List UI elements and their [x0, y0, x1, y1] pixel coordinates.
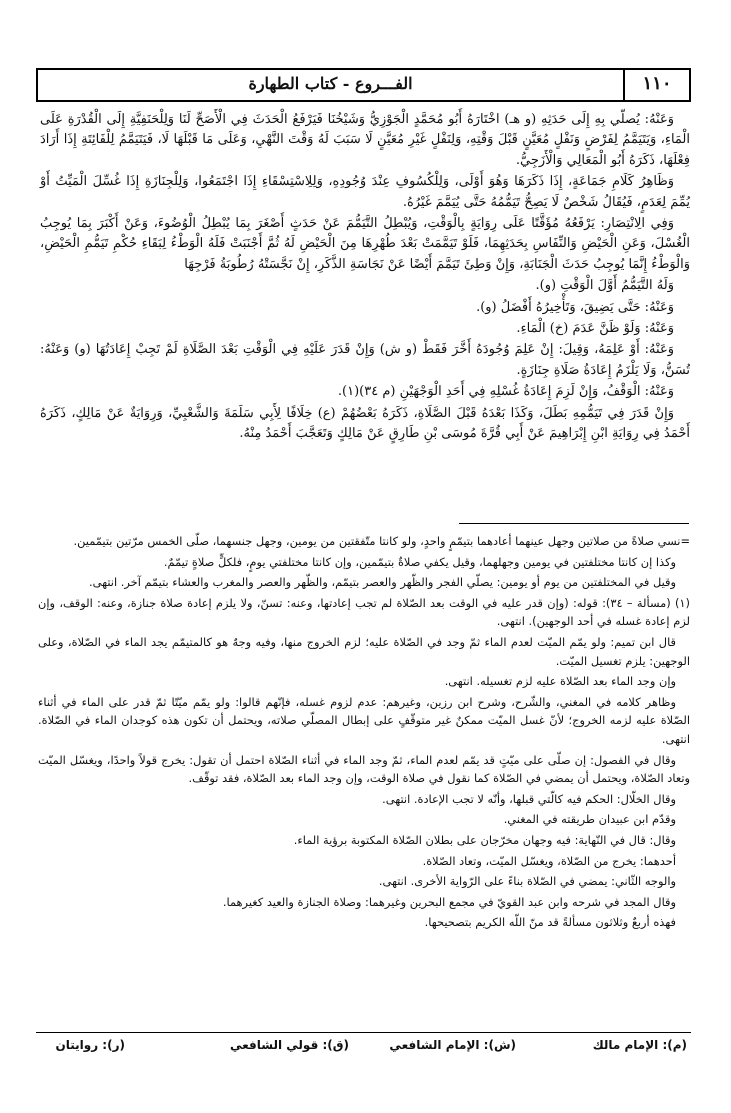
- page-header: [36, 68, 691, 102]
- main-paragraph: وَظَاهِرُ كَلَامِ جَمَاعَةٍ، إِذَا ذَكَرَهَا وَهُوَ أَوْلَى، وَلِلْكُسُوفِ عِنْدَ وُجُودِهِ، وَلِلِاسْتِسْقَاءِ إِذَا اجْتَمَعُوا، وَلِلْجِنَازَةِ إِذَا غُسِّلَ الْمَيِّتُ أَوْ يُمِّمَ لِعَدَمٍ، فَيُقَالُ شَخْصٌ لَا يَصِحُّ تَيَمُّمُهُ حَتَّى يُيَمَّمَ غَيْرُهُ.: [40, 174, 690, 210]
- footnote-paragraph: وقال: قال في النّهاية: فيه وجهان مخرّجان على بطلان الصّلاة المكتوبة برؤية الماء.: [293, 832, 676, 847]
- footnotes: [38, 532, 690, 934]
- footnote-paragraph: (١) (مسألة – ٣٤): قوله: (وإن قدر عليه في الوقت بعد الصّلاة لم تجب إعادتها، وعنه: تسنّ، ولا يلزم إعادة صلاة جنازة، وعنه: الوقف، وإن لزم إعادة غسله في أحد الوجهين). انتهى.: [38, 595, 690, 629]
- main-paragraph: وَعَنْهُ: أَوْ عَلِمَهُ، وَقِيلَ: إِنْ عَلِمَ وُجُودَهُ أَخَّرَ فَقَطْ (و ش) وَإِنْ قَدَرَ عَلَيْهِ فِي الْوَقْتِ بَعْدَ الصَّلَاةِ لَمْ تَجِبْ إِعَادَتُهَا (و) وَعَنْهُ: تُسَنُّ، وَلَا يَلْزَمُ إِعَادَةُ صَلَاةِ جِنَازَةٍ.: [40, 342, 690, 378]
- footnote-paragraph: والوجه الثّاني: يمضي في الصّلاة بناءً على الرّواية الأخرى. انتهى.: [378, 874, 676, 889]
- footer-rule: [36, 1032, 691, 1033]
- main-paragraph: وَعَنْهُ: وَلَوْ ظَنَّ عَدَمَ (خ) الْمَاءِ.: [516, 321, 674, 337]
- footnote-paragraph: وقدّم ابن عبيدان طريقته في المغني.: [503, 812, 676, 827]
- abbrev-shafii-two-views: (ق): قولي الشافعي: [230, 1038, 349, 1052]
- footnote-paragraph: وقال في الفصول: إن صلّى على ميّتٍ قد يمّم لعدم الماء، ثمّ وجد الماء في أثناء الصّلاة احتمل أن تقول: يخرج قولاً واحدًا، ويغسّل الميّت وتعاد الصّلاة، ويحتمل أن يمضي في الصّلاة كما نقول في صلاة الوقت، وإن وجد الماء بعد الصّلاة، فقد توقّف.: [38, 752, 690, 786]
- footnote-paragraph: وظاهر كلامه في المغني، والشّرح، وشرح ابن رزين، وغيرهم: عدم لزوم غسله، فإنّهم قالوا: ولو يمّم ميّتًا ثمّ قدر على الماء في أثناء الصّلاة عليه لزمه الخروج؛ لأنّ غسل الميّت ممكنٌ غير متوقّفٍ على إبطال المصلّي صلاته، ويحتمل أن تكون هذه كوجدان الماء في الصّلاة. انتهى.: [38, 694, 690, 746]
- abbreviations-footer: [36, 1038, 691, 1060]
- footnote-paragraph: وقيل في المختلفتين من يوم أو يومين: يصلّي الفجر والظّهر والعصر بتيمّم، والظّهر والعصر والمغرب والعشاء بتيمّم آخر. انتهى.: [88, 575, 676, 590]
- footnote-paragraph: =نسي صلاةً من صلاتين وجهل عينهما أعادهما بتيمّمٍ واحدٍ، ولو كانتا متّفقتين من يومين، وجهل جنسهما، صلّى الخمس مرّتين بتيمّمين.: [73, 534, 690, 548]
- main-paragraph: وَلَهُ التَّيَمُّمُ أَوَّلَ الْوَقْتِ (و).: [535, 278, 674, 294]
- footnote-paragraph: وقال المجد في شرحه وابن عبد القويّ في مجمع البحرين وغيرهما: وصلاة الجنازة والعيد كغيرهما.: [222, 894, 676, 909]
- abbrev-malik: (م): الإمام مالك: [592, 1038, 687, 1052]
- footnote-paragraph: وكذا إن كانتا مختلفتين في يومين وجهلهما، وقيل يكفي صلاةٌ بتيمّمين، وإن كانتا مختلفتي يومٍ، فلكلٍّ صلاةٍ تيمّمٌ.: [163, 554, 676, 569]
- main-paragraph: وَعَنْهُ: حَتَّى يَضِيقَ، وَتَأْخِيرُهُ أَفْضَلُ (و).: [476, 299, 674, 315]
- footnote-paragraph: وقال الخلّال: الحكم فيه كالّتي قبلها، وأنّه لا تجب الإعادة. انتهى.: [382, 791, 676, 806]
- footnote-paragraph: وإن وجد الماء بعد الصّلاة عليه لزم تغسيله. انتهى.: [444, 674, 676, 689]
- footnote-paragraph: قال ابن تميم: ولو يمّم الميّت لعدم الماء ثمّ وجد في الصّلاة عليه؛ لزم الخروج منها، وفيه وجهٌ هو كالمتيمّم يجد الماء في الصّلاة، وعلى الوجهين: يلزم تغسيل الميّت.: [38, 634, 690, 668]
- main-text: [40, 110, 690, 446]
- footnote-separator: [459, 523, 689, 524]
- abbrev-shafii: (ش): الإمام الشافعي: [389, 1038, 516, 1052]
- abbrev-two-narrations: (ر): روايتان: [55, 1038, 125, 1052]
- footnote-paragraph: فهذه أربعٌ وثلاثون مسألةً قد منّ اللّه الكريم بتصحيحها.: [424, 915, 676, 930]
- running-title: الفـــروع - كتاب الطهارة: [248, 74, 413, 93]
- main-paragraph: وَعَنْهُ: يُصلّي بِهِ إِلَى حَدَثِهِ (و هـ) اخْتَارَهُ أَبُو مُحَمَّدٍ الْجَوْزِيُّ وَشَيْخُنَا فَيَرْفَعُ الْحَدَثَ فِي الْأَصَحِّ لَنَا وَلِلْحَنَفِيَّةِ إِلَى الْقُدْرَةِ عَلَى الْمَاءِ، وَيَتَيَمَّمُ لِفَرْضٍ وَنَفْلٍ مُعَيَّنٍ قَبْلَ وَقْتِهِ، وَلِنَفْلٍ غَيْرِ مُعَيَّنٍ لَا سَبَبَ لَهُ وَقْتَ النَّهْيِ، وَعَلَى مَا قَبْلَهَا لَا، فَيَتَيَمَّمُ لِلْفَائِتَةِ إِذَا أَرَادَ فِعْلَهَا، ذَكَرَهُ أَبُو الْمَعَالِي وَالْأَزَجِيُّ.: [40, 112, 690, 168]
- footnote-paragraph: أحدهما: يخرج من الصّلاة، ويغسّل الميّت، وتعاد الصّلاة.: [422, 853, 676, 868]
- main-paragraph: وَفِي الِانْتِصَارِ: يَرْفَعُهُ مُؤَقَّتًا عَلَى رِوَايَةٍ بِالْوَقْتِ، وَيُبْطِلُ التَّيَمُّمَ عَنْ حَدَثٍ أَصْغَرَ بِمَا يُبْطِلُ الْوُضُوءَ، وَعَنْ أَكْبَرَ بِمَا يُوجِبُ الْغُسْلَ، وَعَنِ الْحَيْضِ وَالنِّفَاسِ بِحَدَثِهِمَا، فَلَوْ تَيَمَّمَتْ بَعْدَ طُهْرِهَا مِنَ الْحَيْضِ لَهُ ثُمَّ أَجْنَبَتْ فَلَهُ الْوَطْءُ لِبَقَاءِ حُكْمِ تَيَمُّمِ الْحَيْضِ، وَالْوَطْءُ إِنَّمَا يُوجِبُ حَدَثَ الْجَنَابَةِ، وَإِنْ وَطِئَ تَيَمَّمَ أَيْضًا عَنْ نَجَاسَةِ الذَّكَرِ، إِنْ نَجَّسَتْهُ رُطُوبَةُ فَرْجِهَا: [40, 216, 690, 272]
- main-paragraph: وَعَنْهُ: الْوَقْفُ، وَإِنْ لَزِمَ إِعَادَةُ غُسْلِهِ فِي أَحَدِ الْوَجْهَيْنِ (م ٣٤)(١).: [337, 384, 674, 400]
- page-number: ١١٠: [642, 73, 672, 94]
- main-paragraph: وَإِنْ قَدَرَ فِي تَيَمُّمِهِ بَطَلَ، وَكَذَا بَعْدَهُ قَبْلَ الصَّلَاةِ، ذَكَرَهُ بَعْضُهُمْ (ع) خِلَافًا لِأَبِي سَلَمَةَ وَالشَّعْبِيِّ، وَرِوَايَةٌ عَنْ مَالِكٍ، ذَكَرَهُ أَحْمَدُ فِي رِوَايَةِ ابْنِ إِبْرَاهِيمَ عَنْ أَبِي قُرَّةَ مُوسَى بْنِ طَارِقٍ عَنْ مَالِكٍ وَتَعَجَّبَ أَحْمَدُ مِنْهُ.: [40, 405, 690, 442]
